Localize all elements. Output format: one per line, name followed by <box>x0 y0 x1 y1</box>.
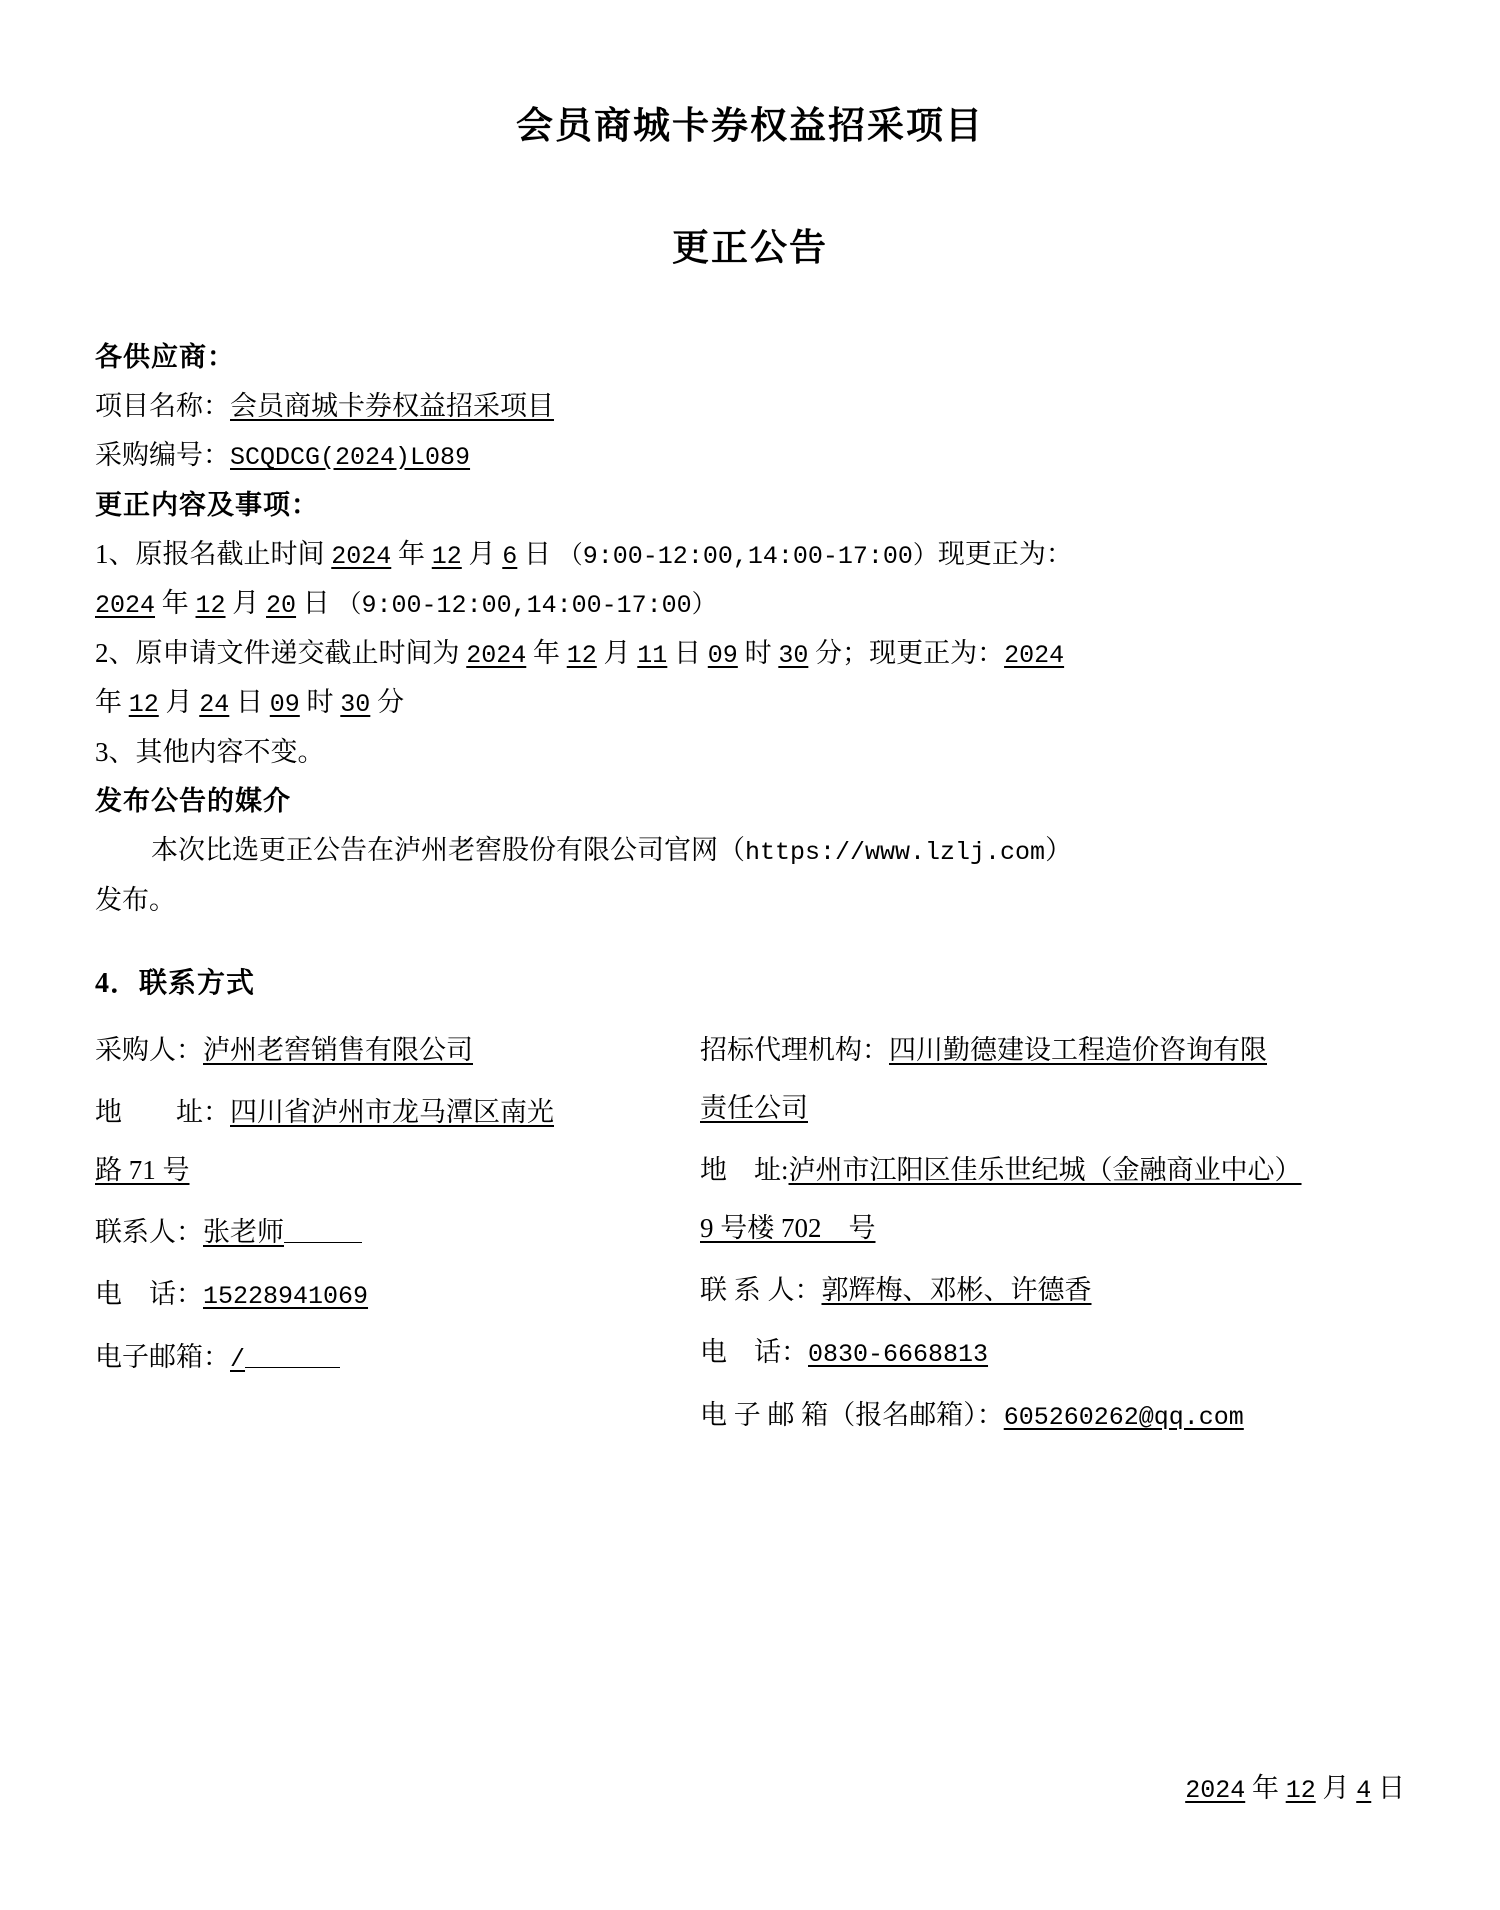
agent-email-label: 电 子 邮 箱（报名邮箱）： <box>700 1400 1004 1431</box>
media-text <box>95 826 1405 876</box>
item2-minute: 30 <box>778 640 809 670</box>
item2-new-month-unit: 月 <box>158 687 200 718</box>
agent-column <box>700 1026 1405 1455</box>
buyer-address-row-2 <box>95 1146 670 1194</box>
agent-phone-label: 电 话： <box>700 1336 808 1367</box>
item1-prefix: 1、原报名截止时间 <box>95 538 332 569</box>
agent-email-row <box>700 1391 1405 1441</box>
footer-date-year-unit: 年 <box>1245 1773 1286 1803</box>
agent-address-label: 地 址: <box>700 1154 789 1185</box>
amend-item-1-cont <box>95 579 1405 629</box>
item1-year-unit: 年 <box>391 538 432 569</box>
item1-year: 2024 <box>331 541 392 571</box>
item1-new-month: 12 <box>195 591 226 621</box>
buyer-person-value: 张老师 <box>203 1216 284 1247</box>
buyer-column <box>95 1026 670 1455</box>
project-name-value: 会员商城卡券权益招采项目 <box>230 391 554 422</box>
item2-minute-unit: 分 <box>808 637 843 668</box>
purchase-no-label: 采购编号： <box>95 440 230 471</box>
item2-new-year-unit: 年 <box>95 687 129 718</box>
item2-new-minute: 30 <box>340 690 371 720</box>
agent-name-label: 招标代理机构： <box>700 1034 889 1065</box>
item2-day-unit: 日 <box>667 637 708 668</box>
buyer-person-row <box>95 1208 670 1256</box>
buyer-phone-value: 15228941069 <box>203 1281 369 1311</box>
item2-year-unit: 年 <box>526 637 567 668</box>
item1-new-month-unit: 月 <box>225 588 267 619</box>
footer-date-day-unit: 日 <box>1371 1773 1405 1803</box>
buyer-address-label: 地 址： <box>95 1096 230 1127</box>
buyer-address-row <box>95 1088 670 1136</box>
item2-hour: 09 <box>707 640 738 670</box>
project-name-label: 项目名称： <box>95 391 230 422</box>
agent-phone-value: 0830-6668813 <box>808 1339 989 1369</box>
item2-day: 11 <box>637 640 668 670</box>
item2-year: 2024 <box>466 640 527 670</box>
amend-item-2-cont <box>95 678 1405 728</box>
salutation: 各供应商： <box>95 342 235 372</box>
item2-prefix: 2、原申请文件递交截止时间为 <box>95 637 467 668</box>
item2-hour-unit: 时 <box>737 637 779 668</box>
item1-day-unit: 日 <box>517 538 558 569</box>
buyer-name-label: 采购人： <box>95 1034 203 1065</box>
item2-new-month: 12 <box>128 690 159 720</box>
buyer-email-blank <box>245 1340 340 1368</box>
agent-person-label: 联 系 人： <box>700 1274 822 1305</box>
buyer-name-row <box>95 1026 670 1074</box>
item1-new-day-unit: 日 <box>296 588 337 619</box>
footer-date-month: 12 <box>1285 1776 1316 1805</box>
agent-address-row <box>700 1146 1405 1194</box>
footer-date-month-unit: 月 <box>1315 1773 1357 1803</box>
item2-new-hour-unit: 时 <box>299 687 341 718</box>
item1-time-old: （9:00-12:00,14:00-17:00） <box>557 541 938 571</box>
purchase-no-value: SCQDCG(2024)L089 <box>230 443 471 473</box>
buyer-person-label: 联系人： <box>95 1216 203 1247</box>
item1-new-year: 2024 <box>95 591 156 621</box>
item2-new-hour: 09 <box>269 690 300 720</box>
project-name-row <box>95 382 1405 431</box>
agent-person-row <box>700 1266 1405 1314</box>
item1-month-unit: 月 <box>461 538 503 569</box>
agent-email-value[interactable]: 605260262@qq.com <box>1003 1403 1244 1433</box>
buyer-person-blank <box>284 1215 362 1243</box>
buyer-address-value: 四川省泸州市龙马潭区南光 <box>230 1096 554 1127</box>
item1-new-day: 20 <box>266 591 297 621</box>
item2-month: 12 <box>566 640 597 670</box>
item1-day: 6 <box>502 541 518 571</box>
agent-name-row-2 <box>700 1084 1405 1132</box>
amend-item-3: 3、其他内容不变。 <box>95 736 325 767</box>
agent-address-value-line2: 9 号楼 702 号 <box>700 1212 876 1243</box>
buyer-phone-row <box>95 1270 670 1320</box>
item1-month: 12 <box>431 541 462 571</box>
media-text-suffix: ） <box>1045 835 1073 866</box>
amend-item-1 <box>95 530 1405 580</box>
item2-mid: ；现更正为： <box>842 637 1005 668</box>
media-url[interactable]: https://www.lzlj.com <box>745 838 1046 868</box>
agent-address-value: 泸州市江阳区佳乐世纪城（金融商业中心） <box>788 1154 1302 1185</box>
buyer-name-value: 泸州老窖销售有限公司 <box>203 1034 473 1065</box>
media-heading: 发布公告的媒介 <box>95 786 291 816</box>
purchase-no-row <box>95 431 1405 481</box>
item2-new-year: 2024 <box>1004 640 1065 670</box>
page-subtitle: 更正公告 <box>672 228 828 269</box>
buyer-email-value: / <box>230 1345 246 1375</box>
agent-name-value-line2: 责任公司 <box>700 1092 808 1123</box>
contact-heading: 4．联系方式 <box>95 967 256 999</box>
agent-name-row <box>700 1026 1405 1074</box>
agent-person-value: 郭辉梅、邓彬、许德香 <box>821 1274 1092 1305</box>
page-title: 会员商城卡券权益招采项目 <box>516 106 984 147</box>
item2-new-day: 24 <box>199 690 230 720</box>
item2-new-minute-unit: 分 <box>370 687 405 718</box>
agent-name-value: 四川勤德建设工程造价咨询有限 <box>889 1034 1267 1065</box>
footer-date-day: 4 <box>1356 1776 1372 1805</box>
document-body <box>95 333 1405 1455</box>
buyer-email-row <box>95 1333 670 1383</box>
footer-date <box>1185 1766 1405 1805</box>
buyer-address-value-line2: 路 71 号 <box>95 1154 190 1185</box>
item1-new-year-unit: 年 <box>155 588 196 619</box>
contact-columns <box>95 1026 1405 1455</box>
item1-mid: 现更正为： <box>937 538 1073 569</box>
item2-new-day-unit: 日 <box>229 687 270 718</box>
buyer-phone-label: 电 话： <box>95 1278 203 1309</box>
item1-time-new: （9:00-12:00,14:00-17:00） <box>336 591 717 621</box>
agent-phone-row <box>700 1328 1405 1378</box>
agent-address-row-2 <box>700 1204 1405 1252</box>
amend-heading: 更正内容及事项： <box>95 489 319 520</box>
buyer-email-label: 电子邮箱： <box>95 1342 230 1373</box>
amend-item-2 <box>95 629 1405 679</box>
media-text-line2: 发布。 <box>95 884 176 915</box>
item2-month-unit: 月 <box>596 637 638 668</box>
footer-date-year: 2024 <box>1185 1776 1246 1805</box>
media-text-prefix: 本次比选更正公告在泸州老窖股份有限公司官网（ <box>151 835 745 866</box>
